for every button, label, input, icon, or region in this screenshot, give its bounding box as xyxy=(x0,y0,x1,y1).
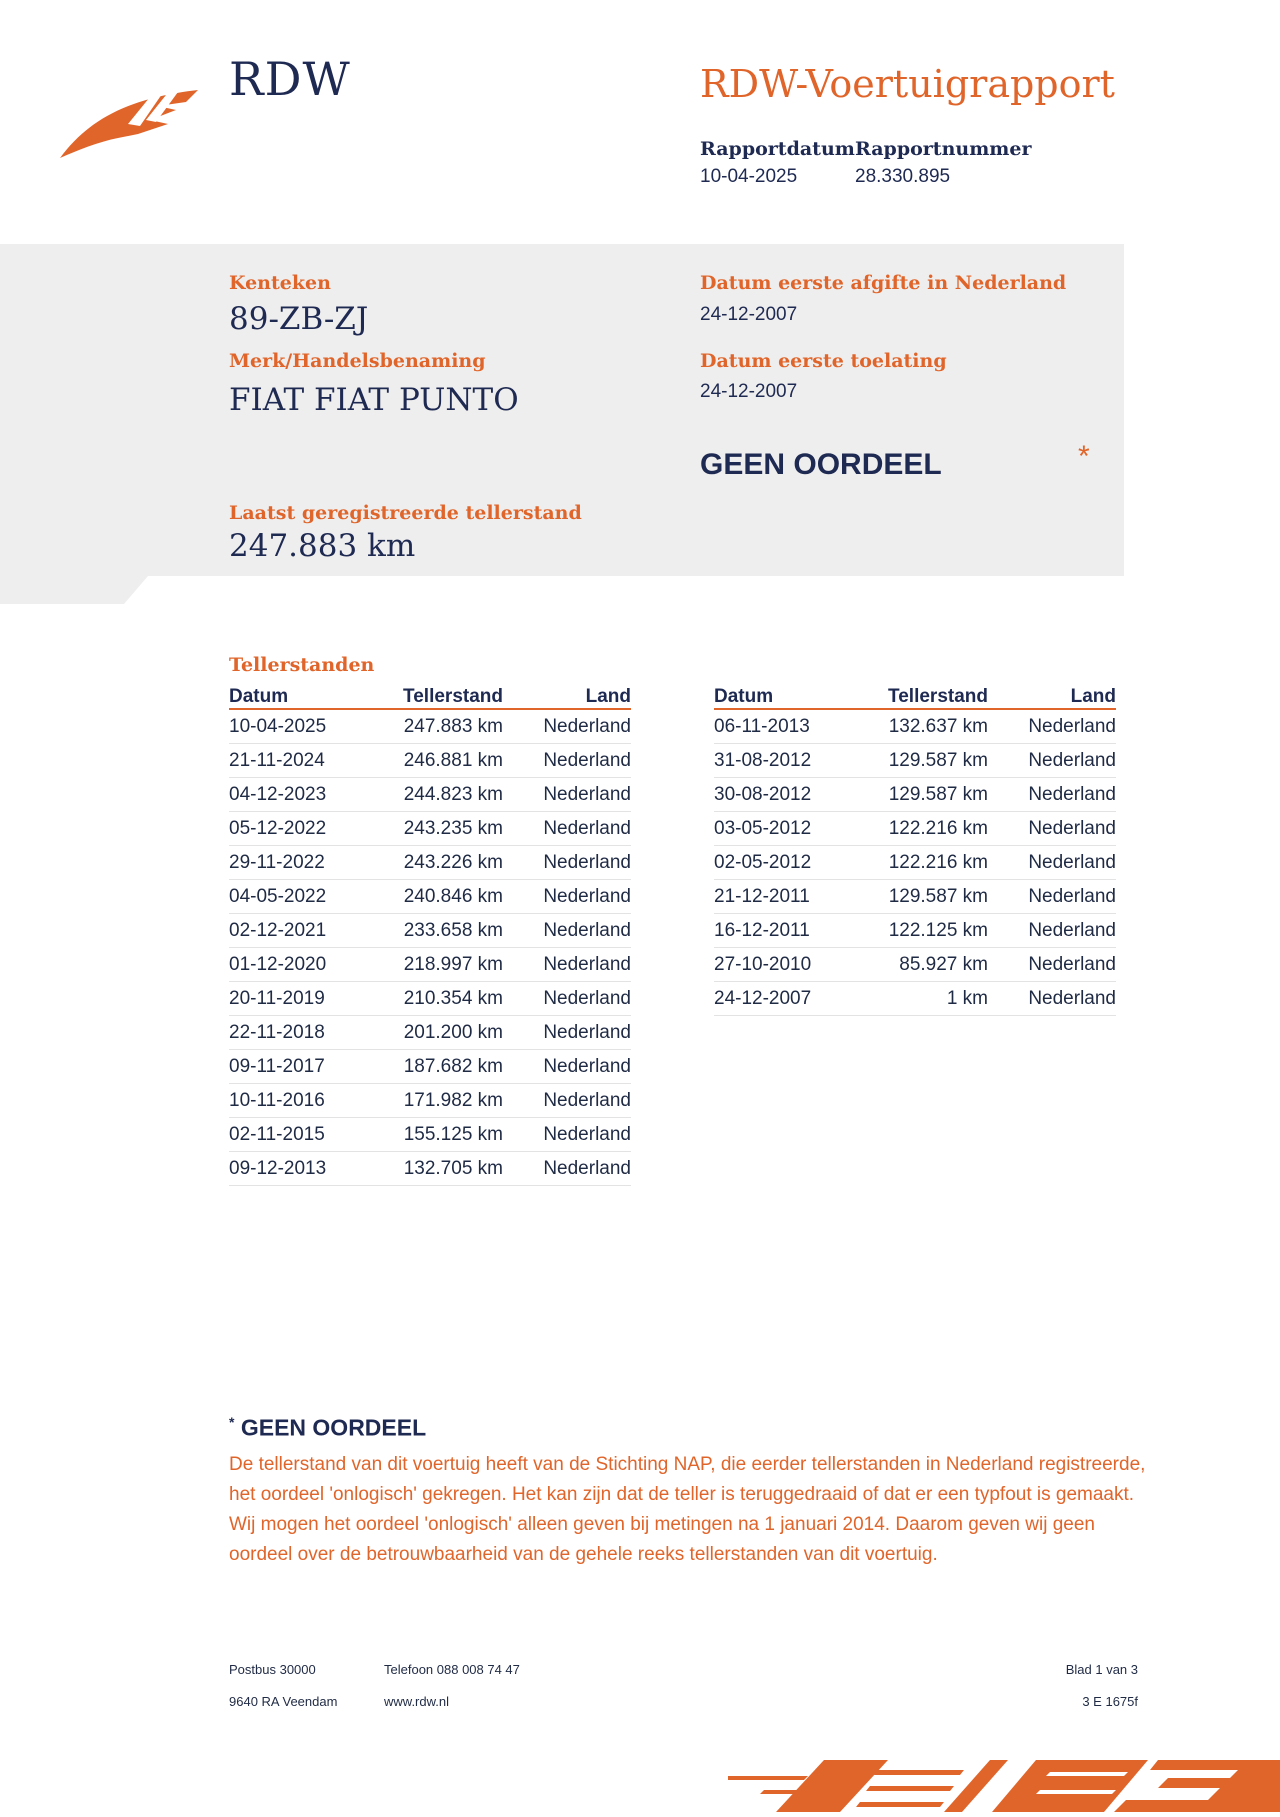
toelating-label: Datum eerste toelating xyxy=(700,350,947,372)
row-datum: 29-11-2022 xyxy=(229,846,379,880)
row-land: Nederland xyxy=(503,1016,631,1050)
row-land: Nederland xyxy=(503,778,631,812)
panel-notch xyxy=(0,576,150,611)
row-datum: 20-11-2019 xyxy=(229,982,379,1016)
kenteken-value: 89-ZB-ZJ xyxy=(229,301,369,337)
row-tellerstand: 201.200 km xyxy=(379,1016,503,1050)
row-tellerstand: 132.637 km xyxy=(864,709,988,744)
table-row xyxy=(229,1152,631,1186)
footnote-text: De tellerstand van dit voertuig heeft van de Stichting NAP, die eerder tellerstanden in Nederland registreerde, het oordeel 'onlogisch' gekregen. Het kan zijn dat de teller is teruggedraaid of dat er een typfout is gemaakt. Wij mogen het oordeel 'onlogisch' alleen geven bij metingen na 1 januari 2014. Daarom geven wij geen oordeel over de betrouwbaarheid van de gehele reeks tellerstanden van dit voertuig. xyxy=(229,1454,1146,1565)
table-row xyxy=(229,1118,631,1152)
col-tellerstand: Tellerstand xyxy=(379,682,503,709)
col-datum: Datum xyxy=(229,682,379,709)
row-tellerstand: 243.235 km xyxy=(379,812,503,846)
row-tellerstand: 122.216 km xyxy=(864,812,988,846)
table-row xyxy=(714,948,1116,982)
row-datum: 21-12-2011 xyxy=(714,880,864,914)
row-tellerstand: 246.881 km xyxy=(379,744,503,778)
row-datum: 03-05-2012 xyxy=(714,812,864,846)
row-datum: 02-05-2012 xyxy=(714,846,864,880)
row-tellerstand: 129.587 km xyxy=(864,778,988,812)
row-land: Nederland xyxy=(503,1118,631,1152)
row-datum: 27-10-2010 xyxy=(714,948,864,982)
table-row xyxy=(229,948,631,982)
report-title: RDW-Voertuigrapport xyxy=(700,62,1115,106)
table-row xyxy=(714,709,1116,744)
row-datum: 01-12-2020 xyxy=(229,948,379,982)
toelating-value: 24-12-2007 xyxy=(700,381,798,402)
row-tellerstand: 187.682 km xyxy=(379,1050,503,1084)
row-land: Nederland xyxy=(503,812,631,846)
row-land: Nederland xyxy=(503,1084,631,1118)
row-tellerstand: 240.846 km xyxy=(379,880,503,914)
row-land: Nederland xyxy=(503,846,631,880)
row-tellerstand: 129.587 km xyxy=(864,880,988,914)
row-land: Nederland xyxy=(988,914,1116,948)
row-datum: 02-12-2021 xyxy=(229,914,379,948)
table-row xyxy=(229,778,631,812)
row-land: Nederland xyxy=(988,778,1116,812)
row-datum: 24-12-2007 xyxy=(714,982,864,1016)
row-datum: 09-12-2013 xyxy=(229,1152,379,1186)
odometer-title: Tellerstanden xyxy=(229,654,375,676)
merk-label: Merk/Handelsbenaming xyxy=(229,350,486,372)
row-land: Nederland xyxy=(503,1050,631,1084)
table-row xyxy=(229,982,631,1016)
row-tellerstand: 247.883 km xyxy=(379,709,503,744)
row-land: Nederland xyxy=(988,812,1116,846)
row-tellerstand: 210.354 km xyxy=(379,982,503,1016)
row-datum: 10-11-2016 xyxy=(229,1084,379,1118)
col-land: Land xyxy=(988,682,1116,709)
row-datum: 04-05-2022 xyxy=(229,880,379,914)
row-tellerstand: 244.823 km xyxy=(379,778,503,812)
row-datum: 31-08-2012 xyxy=(714,744,864,778)
row-datum: 05-12-2022 xyxy=(229,812,379,846)
footnote-title-text: GEEN OORDEEL xyxy=(240,1414,427,1441)
table-row xyxy=(229,1016,631,1050)
table-row xyxy=(714,982,1116,1016)
row-datum: 22-11-2018 xyxy=(229,1016,379,1050)
row-datum: 02-11-2015 xyxy=(229,1118,379,1152)
row-land: Nederland xyxy=(503,709,631,744)
row-datum: 21-11-2024 xyxy=(229,744,379,778)
odometer-table-right xyxy=(714,682,1116,1016)
col-tellerstand: Tellerstand xyxy=(864,682,988,709)
logo-text: RDW xyxy=(229,52,351,106)
afgifte-value: 24-12-2007 xyxy=(700,304,798,325)
rdw-wing-logo-icon xyxy=(58,80,208,165)
rapportnummer-label: Rapportnummer xyxy=(855,138,1032,160)
row-land: Nederland xyxy=(988,982,1116,1016)
row-tellerstand: 129.587 km xyxy=(864,744,988,778)
row-tellerstand: 122.125 km xyxy=(864,914,988,948)
row-tellerstand: 85.927 km xyxy=(864,948,988,982)
row-land: Nederland xyxy=(503,880,631,914)
row-land: Nederland xyxy=(988,744,1116,778)
row-land: Nederland xyxy=(988,880,1116,914)
verdict-asterisk: * xyxy=(1078,440,1090,473)
table-row xyxy=(229,709,631,744)
table-row xyxy=(229,812,631,846)
footer-city: 9640 RA Veendam xyxy=(229,1694,338,1709)
table-row xyxy=(714,812,1116,846)
tellerstand-value: 247.883 km xyxy=(229,528,416,564)
row-datum: 30-08-2012 xyxy=(714,778,864,812)
table-row xyxy=(229,1084,631,1118)
table-row xyxy=(714,778,1116,812)
row-datum: 10-04-2025 xyxy=(229,709,379,744)
table-row xyxy=(229,744,631,778)
table-row xyxy=(714,744,1116,778)
afgifte-label: Datum eerste afgifte in Nederland xyxy=(700,272,1067,294)
row-land: Nederland xyxy=(503,914,631,948)
row-datum: 09-11-2017 xyxy=(229,1050,379,1084)
tellerstand-label: Laatst geregistreerde tellerstand xyxy=(229,502,582,524)
footer-code: 3 E 1675f xyxy=(1082,1694,1138,1709)
row-tellerstand: 218.997 km xyxy=(379,948,503,982)
row-land: Nederland xyxy=(988,846,1116,880)
table-row xyxy=(229,880,631,914)
row-tellerstand: 132.705 km xyxy=(379,1152,503,1186)
row-land: Nederland xyxy=(503,1152,631,1186)
footer-page: Blad 1 van 3 xyxy=(1065,1662,1138,1677)
row-land: Nederland xyxy=(503,982,631,1016)
row-land: Nederland xyxy=(988,948,1116,982)
row-land: Nederland xyxy=(503,744,631,778)
table-row xyxy=(714,846,1116,880)
row-tellerstand: 155.125 km xyxy=(379,1118,503,1152)
kenteken-label: Kenteken xyxy=(229,272,331,294)
row-datum: 06-11-2013 xyxy=(714,709,864,744)
table-row xyxy=(229,1050,631,1084)
footer-website[interactable]: www.rdw.nl xyxy=(384,1694,450,1709)
footnote-title xyxy=(229,1414,426,1442)
footer-postbus: Postbus 30000 xyxy=(229,1662,316,1677)
rapportdatum-value: 10-04-2025 xyxy=(700,166,798,187)
rapportnummer-value: 28.330.895 xyxy=(855,166,951,187)
row-tellerstand: 1 km xyxy=(864,982,988,1016)
footnote-marker: * xyxy=(229,1414,235,1430)
row-tellerstand: 233.658 km xyxy=(379,914,503,948)
table-row xyxy=(229,914,631,948)
col-land: Land xyxy=(503,682,631,709)
row-tellerstand: 171.982 km xyxy=(379,1084,503,1118)
verdict-status: GEEN OORDEEL xyxy=(700,448,942,481)
row-land: Nederland xyxy=(503,948,631,982)
table-row xyxy=(714,914,1116,948)
col-datum: Datum xyxy=(714,682,864,709)
row-datum: 16-12-2011 xyxy=(714,914,864,948)
table-row xyxy=(714,880,1116,914)
row-datum: 04-12-2023 xyxy=(229,778,379,812)
table-row xyxy=(229,846,631,880)
row-tellerstand: 122.216 km xyxy=(864,846,988,880)
rdw-stripes-decoration-icon xyxy=(728,1756,1280,1817)
row-tellerstand: 243.226 km xyxy=(379,846,503,880)
row-land: Nederland xyxy=(988,709,1116,744)
footer-telefoon: Telefoon 088 008 74 47 xyxy=(384,1662,520,1677)
rapportdatum-label: Rapportdatum xyxy=(700,138,855,160)
merk-value: FIAT FIAT PUNTO xyxy=(229,382,519,418)
odometer-table-left xyxy=(229,682,631,1186)
